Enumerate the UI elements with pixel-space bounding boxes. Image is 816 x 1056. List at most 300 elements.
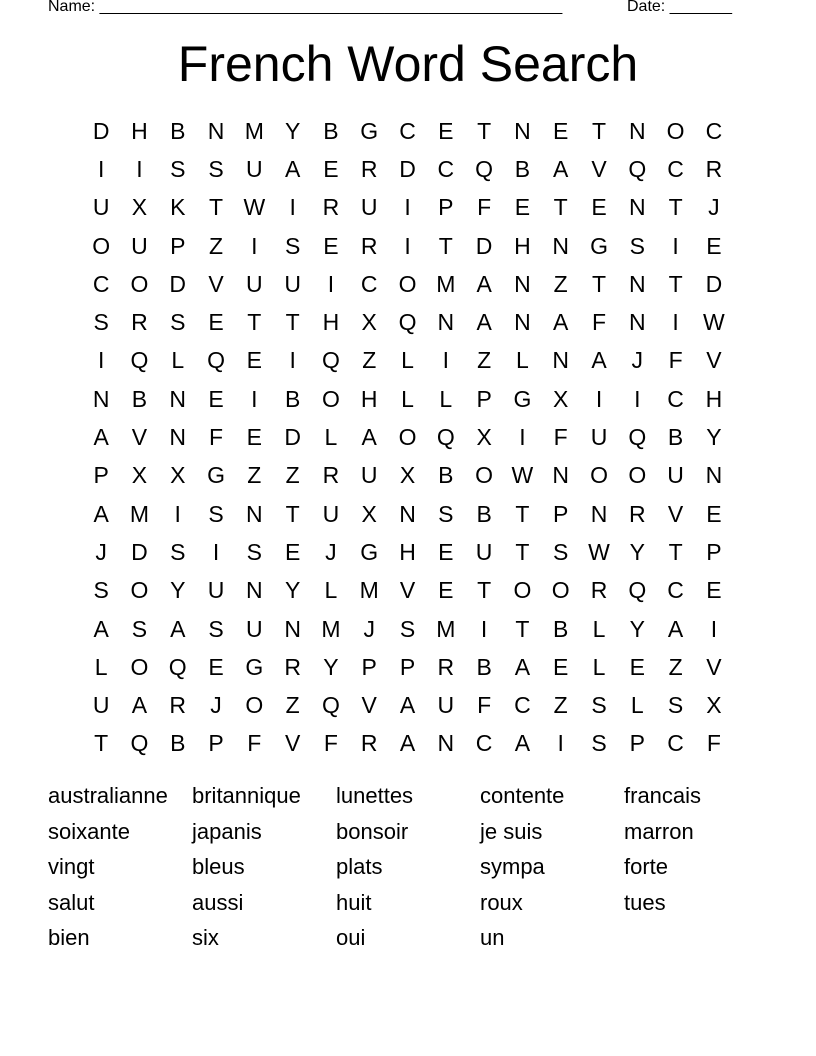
- grid-letter: R: [360, 730, 378, 757]
- grid-letter: F: [477, 194, 492, 221]
- grid-letter: T: [94, 730, 109, 757]
- grid-letter: H: [322, 309, 340, 336]
- grid-letter: S: [246, 538, 262, 565]
- grid-letter: R: [437, 653, 455, 680]
- grid-letter: Y: [284, 117, 301, 144]
- grid-letter: J: [95, 538, 107, 565]
- grid-letter: N: [92, 385, 110, 412]
- name-field-label: Name: ____________________________________________________: [48, 0, 563, 15]
- grid-letter: U: [322, 500, 340, 527]
- grid-letter: T: [477, 117, 492, 144]
- grid-letter: H: [399, 538, 416, 565]
- grid-letter: I: [174, 500, 181, 527]
- grid-letter: J: [708, 194, 720, 221]
- grid-letter: P: [706, 538, 722, 565]
- grid-letter: E: [438, 117, 454, 144]
- word-list-item: un: [480, 925, 505, 950]
- grid-letter: A: [93, 500, 109, 527]
- grid-letter: Q: [321, 347, 340, 374]
- grid-letter: V: [361, 692, 377, 719]
- word-list-item: australianne: [48, 783, 168, 808]
- grid-letter: S: [591, 730, 607, 757]
- grid-letter: N: [628, 194, 646, 221]
- grid-letter: N: [628, 309, 646, 336]
- grid-letter: U: [92, 692, 110, 719]
- grid-letter: E: [706, 500, 722, 527]
- grid-letter: B: [553, 615, 569, 642]
- grid-letter: I: [710, 615, 718, 642]
- grid-letter: Q: [168, 653, 187, 680]
- grid-letter: U: [246, 155, 263, 182]
- grid-letter: O: [475, 462, 494, 489]
- grid-letter: S: [170, 309, 186, 336]
- word-list-item: forte: [624, 854, 669, 879]
- grid-letter: V: [706, 347, 722, 374]
- grid-letter: M: [359, 577, 379, 604]
- grid-letter: N: [514, 117, 531, 144]
- grid-letter: E: [323, 155, 339, 182]
- grid-letter: S: [93, 309, 109, 336]
- grid-letter: R: [131, 309, 148, 336]
- grid-letter: P: [93, 462, 109, 489]
- grid-letter: E: [246, 347, 262, 374]
- grid-letter: Y: [629, 538, 645, 565]
- grid-letter: Y: [629, 615, 645, 642]
- grid-letter: F: [209, 424, 224, 451]
- grid-letter: X: [131, 194, 148, 221]
- grid-letter: C: [705, 117, 723, 144]
- grid-letter: D: [131, 538, 148, 565]
- grid-letter: I: [289, 194, 296, 221]
- grid-letter: T: [515, 538, 530, 565]
- grid-letter: D: [475, 232, 493, 259]
- grid-letter: S: [208, 615, 224, 642]
- grid-letter: J: [210, 692, 222, 719]
- grid-letter: O: [551, 577, 570, 604]
- grid-letter: K: [170, 194, 186, 221]
- grid-letter: L: [324, 424, 338, 451]
- grid-letter: A: [170, 615, 186, 642]
- grid-letter: S: [170, 538, 186, 565]
- grid-letter: C: [437, 155, 455, 182]
- grid-letter: P: [629, 730, 645, 757]
- grid-letter: M: [244, 117, 264, 144]
- grid-letter: P: [476, 385, 492, 412]
- grid-letter: T: [591, 117, 607, 144]
- grid-letter: H: [514, 232, 531, 259]
- grid-letter: A: [399, 730, 416, 757]
- word-list: [48, 778, 768, 956]
- grid-letter: Z: [285, 462, 300, 489]
- grid-letter: S: [284, 232, 301, 259]
- grid-letter: T: [668, 194, 683, 221]
- grid-letter: A: [553, 155, 569, 182]
- grid-letter: E: [438, 538, 454, 565]
- word-list-item: salut: [48, 889, 95, 915]
- grid-letter: I: [136, 155, 143, 182]
- grid-letter: S: [208, 500, 224, 527]
- grid-letter: P: [553, 500, 569, 527]
- grid-letter: N: [246, 577, 263, 604]
- grid-letter: P: [399, 653, 416, 680]
- grid-letter: L: [592, 653, 606, 680]
- grid-letter: O: [513, 577, 532, 604]
- grid-letter: X: [131, 462, 148, 489]
- grid-letter: V: [399, 577, 416, 604]
- grid-letter: G: [207, 462, 225, 489]
- grid-letter: U: [131, 232, 148, 259]
- grid-letter: P: [438, 194, 454, 221]
- grid-letter: A: [93, 615, 109, 642]
- grid-letter: U: [437, 692, 455, 719]
- grid-letter: S: [131, 615, 148, 642]
- grid-letter: N: [207, 117, 225, 144]
- grid-letter: O: [666, 117, 685, 144]
- grid-letter: C: [475, 730, 493, 757]
- grid-letter: Q: [628, 577, 647, 604]
- grid-letter: X: [170, 462, 186, 489]
- grid-letter: C: [667, 730, 684, 757]
- grid-letter: L: [516, 347, 529, 374]
- grid-letter: S: [93, 577, 109, 604]
- grid-letter: I: [404, 194, 411, 221]
- grid-letter: E: [553, 117, 569, 144]
- grid-letter: S: [438, 500, 454, 527]
- grid-letter: E: [514, 194, 531, 221]
- grid-letter: L: [630, 692, 644, 719]
- grid-letter: Y: [170, 577, 186, 604]
- grid-letter: I: [327, 270, 335, 297]
- grid-letter: D: [284, 424, 301, 451]
- grid-letter: N: [169, 424, 187, 451]
- grid-letter: N: [552, 462, 570, 489]
- word-list-item: roux: [480, 889, 523, 915]
- grid-letter: X: [553, 385, 569, 412]
- grid-letter: J: [325, 538, 337, 565]
- grid-letter: Z: [362, 347, 377, 374]
- grid-letter: M: [321, 615, 341, 642]
- grid-letter: N: [514, 309, 531, 336]
- grid-letter: Y: [323, 653, 339, 680]
- grid-letter: A: [361, 424, 377, 451]
- grid-letter: N: [437, 730, 455, 757]
- word-list-item: aussi: [192, 889, 244, 915]
- grid-letter: T: [553, 194, 568, 221]
- grid-letter: B: [131, 385, 148, 412]
- grid-letter: V: [591, 155, 607, 182]
- grid-letter: C: [399, 117, 416, 144]
- grid-letter: B: [438, 462, 454, 489]
- grid-letter: W: [588, 538, 610, 565]
- grid-letter: R: [360, 232, 378, 259]
- grid-letter: G: [360, 117, 379, 144]
- grid-letter: A: [284, 155, 301, 182]
- grid-letter: P: [361, 653, 377, 680]
- grid-letter: U: [667, 462, 684, 489]
- grid-letter: J: [363, 615, 375, 642]
- grid-letter: G: [590, 232, 608, 259]
- grid-letter: O: [398, 270, 417, 297]
- grid-letter: Q: [628, 424, 647, 451]
- grid-letter: A: [476, 270, 492, 297]
- grid-letter: N: [552, 347, 570, 374]
- grid-letter: U: [590, 424, 608, 451]
- grid-letter: L: [401, 347, 414, 374]
- grid-letter: R: [705, 155, 723, 182]
- grid-letter: C: [667, 155, 684, 182]
- word-list-item: sympa: [480, 854, 545, 879]
- grid-letter: I: [251, 385, 258, 412]
- grid-letter: E: [591, 194, 607, 221]
- grid-letter: Q: [475, 155, 494, 182]
- grid-letter: S: [591, 692, 607, 719]
- grid-letter: T: [209, 194, 224, 221]
- grid-letter: O: [130, 270, 149, 297]
- grid-letter: I: [442, 347, 450, 374]
- grid-letter: F: [591, 309, 607, 336]
- grid-letter: N: [514, 270, 531, 297]
- grid-letter: B: [323, 117, 339, 144]
- grid-letter: B: [170, 117, 186, 144]
- grid-letter: T: [285, 500, 300, 527]
- grid-letter: R: [590, 577, 608, 604]
- grid-letter: L: [94, 653, 108, 680]
- word-list-item: tues: [624, 889, 666, 915]
- grid-letter: T: [438, 232, 453, 259]
- grid-letter: L: [401, 385, 414, 412]
- word-list-item: soixante: [48, 818, 130, 844]
- grid-letter: I: [519, 424, 526, 451]
- grid-letter: R: [322, 194, 340, 221]
- grid-letter: S: [170, 155, 186, 182]
- grid-letter: I: [97, 347, 105, 374]
- grid-letter: T: [668, 538, 683, 565]
- grid-letter: V: [706, 653, 722, 680]
- grid-letter: O: [130, 577, 149, 604]
- grid-letter: B: [514, 155, 531, 182]
- grid-letter: F: [247, 730, 262, 757]
- grid-letter: A: [553, 309, 569, 336]
- grid-letter: I: [97, 155, 105, 182]
- grid-letter: B: [284, 385, 301, 412]
- grid-letter: D: [92, 117, 110, 144]
- grid-letter: F: [553, 424, 568, 451]
- grid-letter: E: [208, 309, 224, 336]
- grid-letter: A: [476, 309, 492, 336]
- grid-letter: D: [399, 155, 416, 182]
- grid-letter: Q: [207, 347, 225, 374]
- grid-letter: B: [170, 730, 186, 757]
- grid-letter: G: [245, 653, 264, 680]
- grid-letter: R: [169, 692, 187, 719]
- grid-letter: L: [324, 577, 338, 604]
- word-list-item: six: [192, 925, 219, 950]
- word-list-item: oui: [336, 925, 366, 950]
- word-list-item: francais: [624, 783, 702, 808]
- grid-letter: G: [513, 385, 532, 412]
- grid-letter: I: [404, 232, 411, 259]
- grid-letter: T: [477, 577, 492, 604]
- grid-letter: N: [246, 500, 263, 527]
- grid-letter: I: [251, 232, 258, 259]
- grid-letter: A: [667, 615, 684, 642]
- grid-letter: Z: [247, 462, 262, 489]
- grid-letter: S: [399, 615, 416, 642]
- grid-letter: Y: [284, 577, 301, 604]
- grid-letter: U: [207, 577, 225, 604]
- grid-letter: T: [247, 309, 262, 336]
- grid-letter: L: [439, 385, 453, 412]
- grid-letter: N: [552, 232, 570, 259]
- grid-letter: N: [284, 615, 301, 642]
- grid-letter: R: [360, 155, 378, 182]
- grid-letter: X: [476, 424, 492, 451]
- grid-letter: Q: [628, 155, 647, 182]
- word-list-item: bleus: [192, 854, 245, 879]
- word-list-item: bien: [48, 925, 90, 950]
- grid-letter: Q: [130, 347, 149, 374]
- grid-letter: V: [284, 730, 301, 757]
- grid-letter: D: [705, 270, 723, 297]
- grid-letter: O: [398, 424, 417, 451]
- word-list-item: britannique: [192, 783, 301, 808]
- grid-letter: B: [667, 424, 684, 451]
- grid-letter: T: [515, 615, 530, 642]
- grid-letter: Z: [668, 653, 683, 680]
- grid-letter: A: [591, 347, 607, 374]
- grid-letter: N: [590, 500, 608, 527]
- grid-letter: U: [92, 194, 110, 221]
- grid-letter: I: [289, 347, 296, 374]
- grid-letter: X: [361, 309, 377, 336]
- grid-letter: T: [285, 309, 300, 336]
- grid-letter: U: [246, 615, 263, 642]
- header-line: [48, 0, 748, 20]
- grid-letter: P: [170, 232, 186, 259]
- grid-letter: M: [129, 500, 150, 527]
- grid-letter: C: [667, 385, 684, 412]
- grid-letter: L: [592, 615, 606, 642]
- word-list-item: japanis: [192, 818, 262, 844]
- grid-letter: I: [557, 730, 564, 757]
- grid-letter: E: [629, 653, 645, 680]
- grid-letter: U: [475, 538, 493, 565]
- date-field-label: Date: _______: [627, 0, 732, 15]
- grid-letter: O: [245, 692, 264, 719]
- grid-letter: E: [323, 232, 339, 259]
- grid-letter: I: [595, 385, 603, 412]
- word-list-item: huit: [336, 889, 372, 915]
- grid-letter: Z: [477, 347, 492, 374]
- grid-letter: U: [360, 462, 378, 489]
- grid-letter: O: [628, 462, 647, 489]
- letter-grid: [82, 112, 733, 763]
- grid-letter: Z: [209, 232, 224, 259]
- grid-letter: V: [208, 270, 224, 297]
- grid-letter: B: [476, 653, 492, 680]
- grid-letter: Z: [285, 692, 300, 719]
- word-list-item: je suis: [480, 818, 543, 844]
- grid-letter: I: [480, 615, 488, 642]
- grid-letter: U: [284, 270, 301, 297]
- grid-letter: A: [514, 730, 531, 757]
- grid-letter: S: [667, 692, 684, 719]
- grid-letter: U: [246, 270, 263, 297]
- grid-letter: E: [246, 424, 262, 451]
- grid-letter: A: [399, 692, 416, 719]
- grid-letter: N: [628, 117, 646, 144]
- grid-letter: C: [514, 692, 531, 719]
- grid-letter: A: [131, 692, 148, 719]
- grid-letter: F: [323, 730, 338, 757]
- grid-letter: N: [705, 462, 723, 489]
- grid-letter: R: [322, 462, 340, 489]
- grid-letter: V: [131, 424, 148, 451]
- word-list-item: vingt: [48, 854, 95, 879]
- grid-letter: V: [667, 500, 684, 527]
- grid-letter: O: [321, 385, 340, 412]
- word-list-item: marron: [624, 818, 694, 844]
- grid-letter: F: [668, 347, 683, 374]
- page-title: French Word Search: [177, 36, 639, 92]
- grid-letter: H: [360, 385, 378, 412]
- grid-letter: C: [667, 577, 684, 604]
- grid-letter: T: [668, 270, 683, 297]
- grid-letter: N: [437, 309, 455, 336]
- grid-letter: P: [208, 730, 224, 757]
- grid-letter: M: [436, 270, 456, 297]
- grid-letter: S: [553, 538, 569, 565]
- grid-letter: H: [705, 385, 723, 412]
- grid-letter: T: [591, 270, 607, 297]
- word-list-item: plats: [336, 854, 383, 879]
- grid-letter: M: [436, 615, 456, 642]
- grid-letter: N: [399, 500, 416, 527]
- grid-letter: X: [399, 462, 416, 489]
- grid-letter: I: [212, 538, 220, 565]
- grid-letter: S: [208, 155, 224, 182]
- grid-letter: R: [628, 500, 646, 527]
- grid-letter: X: [706, 692, 722, 719]
- grid-letter: D: [169, 270, 187, 297]
- grid-letter: A: [514, 653, 531, 680]
- grid-letter: I: [672, 232, 679, 259]
- grid-letter: U: [360, 194, 378, 221]
- grid-letter: I: [634, 385, 641, 412]
- grid-letter: L: [171, 347, 185, 374]
- grid-letter: Y: [706, 424, 722, 451]
- grid-letter: E: [706, 577, 722, 604]
- grid-letter: A: [93, 424, 109, 451]
- grid-letter: Z: [553, 692, 568, 719]
- grid-letter: I: [672, 309, 679, 336]
- grid-letter: G: [360, 538, 379, 565]
- grid-letter: O: [130, 653, 149, 680]
- grid-letter: E: [208, 653, 224, 680]
- grid-letter: Q: [398, 309, 417, 336]
- grid-letter: Q: [130, 730, 149, 757]
- grid-letter: N: [169, 385, 187, 412]
- grid-letter: F: [706, 730, 721, 757]
- grid-letter: Z: [553, 270, 568, 297]
- grid-letter: Q: [436, 424, 455, 451]
- grid-letter: H: [131, 117, 148, 144]
- grid-letter: E: [208, 385, 224, 412]
- grid-letter: F: [477, 692, 492, 719]
- grid-letter: B: [476, 500, 492, 527]
- grid-letter: O: [590, 462, 608, 489]
- grid-letter: N: [628, 270, 646, 297]
